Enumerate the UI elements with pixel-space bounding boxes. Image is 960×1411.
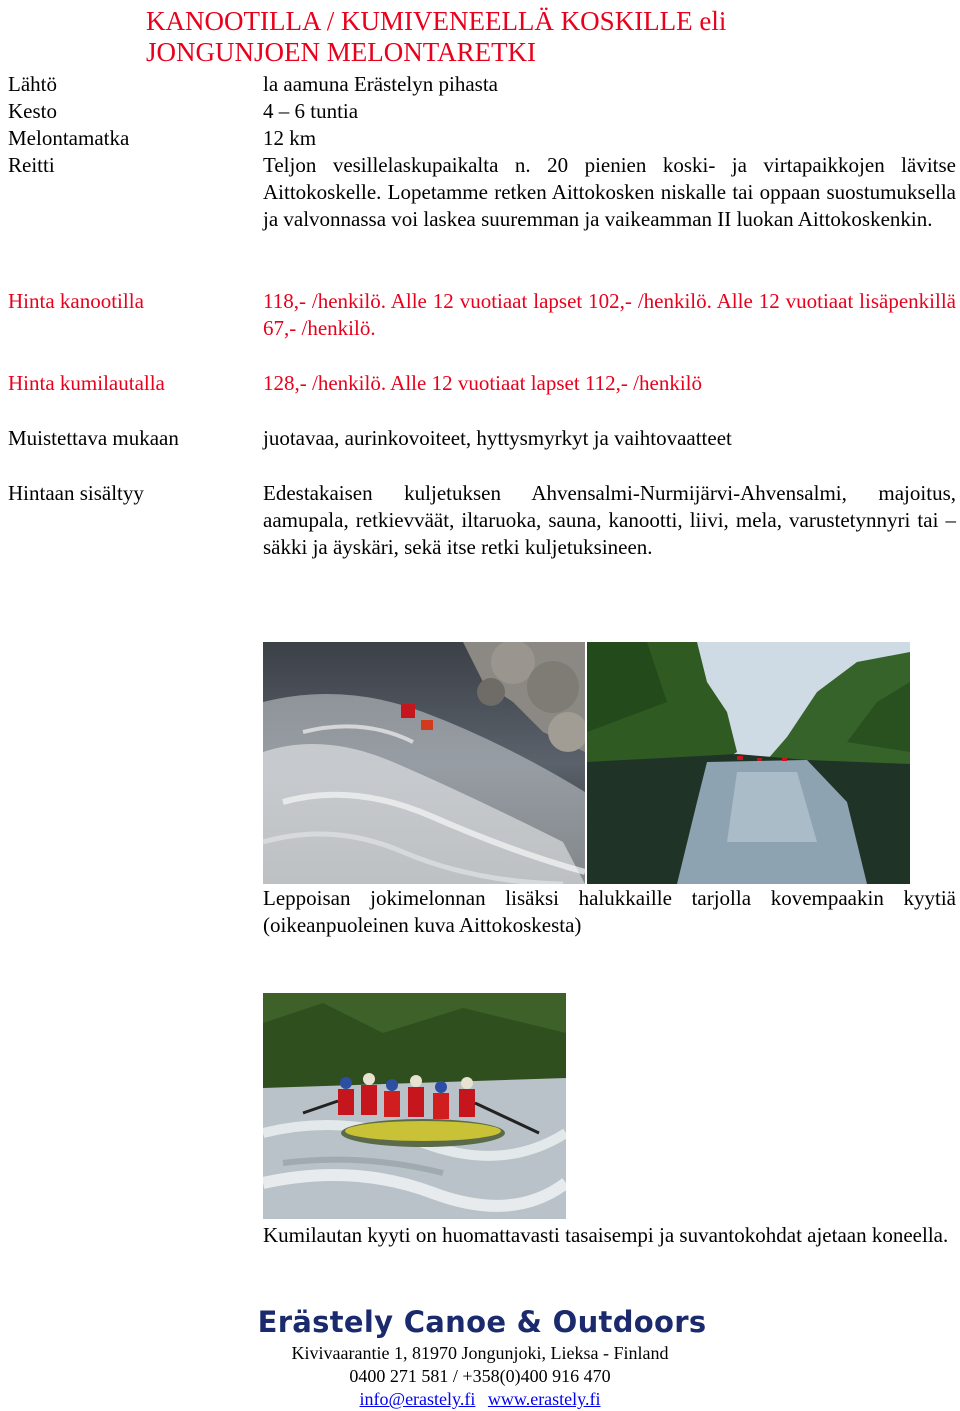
caption-photo-raft: Kumilautan kyyti on huomattavasti tasaisempi ja suvantokohdat ajetaan koneella. xyxy=(263,1223,949,1247)
label-kesto: Kesto xyxy=(8,99,57,123)
value-price-raft xyxy=(263,370,956,397)
photo-river-image xyxy=(587,642,910,884)
value-melontamatka: 12 km xyxy=(263,126,317,150)
page-title xyxy=(146,6,946,68)
label-price-raft: Hinta kumilautalla xyxy=(8,371,165,395)
photo-rapids-image xyxy=(263,642,585,884)
price-canoe-adult: 118,- /henkilö. xyxy=(263,289,386,313)
photo-rapids xyxy=(263,642,585,884)
label-muistettava: Muistettava mukaan xyxy=(8,426,179,450)
value-lahto: la aamuna Erästelyn pihasta xyxy=(263,72,498,96)
price-canoe-text-1: Alle 12 vuotiaat lapset xyxy=(385,289,589,313)
label-price-canoe: Hinta kanootilla xyxy=(8,289,144,313)
price-canoe-child: 102,- /henkilö. xyxy=(588,289,712,313)
value-muistettava: juotavaa, aurinkovoiteet, hyttysmyrkyt ja vaihtovaatteet xyxy=(263,426,732,450)
email-link[interactable]: info@erastely.fi xyxy=(359,1389,476,1409)
caption-photos-top: Leppoisan jokimelonnan lisäksi halukkaille tarjolla kovempaakin kyytiä (oikeanpuoleinen kuva Aittokoskesta) xyxy=(263,886,956,937)
value-hintaan: Edestakaisen kuljetuksen Ahvensalmi-Nurmijärvi-Ahvensalmi, majoitus, aamupala, retkievväät, iltaruoka, sauna, kanootti, liivi, mela, varustetynnyri tai –säkki ja äyskäri, sekä itse retki kuljetuksineen. xyxy=(263,481,956,559)
photo-raft xyxy=(263,993,566,1219)
company-phone: 0400 271 581 / +358(0)400 916 470 xyxy=(349,1366,611,1386)
photo-river xyxy=(587,642,910,884)
title-line-1: KANOOTILLA / KUMIVENEELLÄ KOSKILLE eli xyxy=(146,6,727,36)
label-lahto: Lähtö xyxy=(8,72,57,96)
price-canoe-text-2: Alle 12 vuotiaat lisäpenkillä xyxy=(711,289,956,313)
price-raft-adult: 128,- /henkilö. xyxy=(263,371,387,395)
price-canoe-extra-seat: 67,- /henkilö. xyxy=(263,316,376,340)
label-reitti: Reitti xyxy=(8,153,55,177)
price-raft-text-1: Alle 12 vuotiaat lapset xyxy=(386,371,585,395)
photo-raft-image xyxy=(263,993,566,1219)
website-link[interactable]: www.erastely.fi xyxy=(487,1389,601,1409)
value-reitti: Teljon vesillelaskupaikalta n. 20 pienien koski- ja virtapaikkojen lävitse Aittokoskelle. Lopetamme retken Aittokosken niskalle tai oppaan suostumuksella ja valvonnassa voi laskea suuremman ja vaikeamman II luokan Aittokoskenkin. xyxy=(263,153,956,231)
label-hintaan: Hintaan sisältyy xyxy=(8,481,144,505)
value-kesto: 4 – 6 tuntia xyxy=(263,99,359,123)
price-raft-child: 112,- /henkilö xyxy=(584,371,702,395)
company-address: Kivivaarantie 1, 81970 Jongunjoki, Lieksa - Finland xyxy=(291,1343,669,1363)
value-price-canoe xyxy=(263,288,956,342)
title-line-2: JONGUNJOEN MELONTARETKI xyxy=(146,37,537,67)
company-links xyxy=(0,1388,960,1411)
label-melontamatka: Melontamatka xyxy=(8,126,130,150)
company-name: Erästely Canoe & Outdoors xyxy=(257,1305,707,1339)
